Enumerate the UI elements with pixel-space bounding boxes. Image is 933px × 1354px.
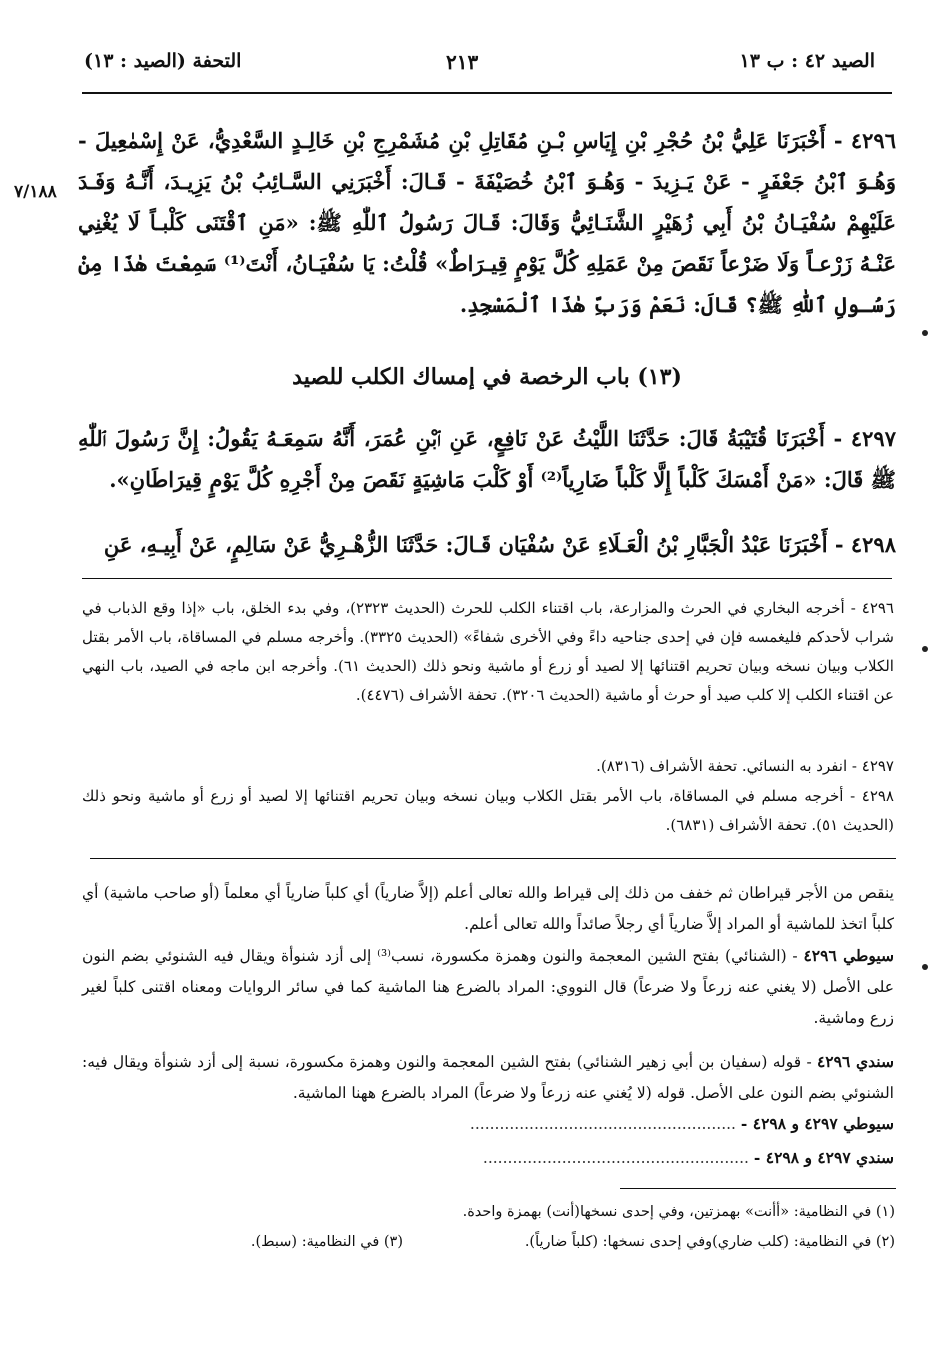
hadith-number: ٤٢٩٨ <box>850 532 896 557</box>
hadith-4297 <box>78 418 896 500</box>
commentary-label: سيوطي ٤٢٩٦ <box>803 946 894 965</box>
commentary-text: - (الشنائي) بفتح الشين المعجمة والنون وهمزة مكسورة، نسب⁽³⁾ إلى أزد شنوأة ويقال فيه الشنوئي بضم النون على الأصل (لا يغني عنه زرعاً ولا ضرعاً) قال النووي: المراد بالضرع هنا الماشية كما في سائر الروايات ومعناه اقتنى كلباً لغير زرع وماشية. <box>82 947 894 1027</box>
takhrij-note-4296: ٤٢٩٦ - أخرجه البخاري في الحرث والمزارعة، باب اقتناء الكلب للحرث (الحديث ٢٣٢٣)، وفي بدء الخلق، باب «إذا وقع الذباب في شراب لأحدكم فليغمسه فإن في إحدى جناحيه داءً وفي الأخرى شفاءً» (الحديث ٣٣٢٥). وأخرجه مسلم في المساقاة، باب الأمر بقتل الكلاب وبيان نسخه وبيان تحريم اقتنائها إلا لصيد أو زرع أو ماشية ونحو ذلك (الحديث ٦١). وأخرجه ابن ماجه في الصيد، باب النهي عن اقتناء الكلب إلا كلب صيد أو حرث أو ماشية (الحديث ٣٢٠٦). تحفة الأشراف (٤٤٧٦). <box>82 599 894 704</box>
commentary-label: سندي ٤٢٩٦ <box>816 1052 894 1071</box>
hadith-text: - أَخْبَرَنَا قُتَيْبَةُ قَالَ: حَدَّثَنَا اللَّيْثُ عَنْ نَافِعٍ، عَنِ ٱبْنِ عُمَرَ، أَنَّهُ سَمِعَـهُ يَقُولُ: إِنَّ رَسُولَ ٱللّٰهِ ﷺ قَالَ: «مَنْ أَمْسَكَ كَلْباً إِلَّا كَلْباً ضَارِياً⁽²⁾ أَوْ كَلْبَ مَاشِيَةٍ نَقَصَ مِنْ أَجْرِهِ كُلَّ يَوْمٍ قِيرَاطَانِ». <box>78 426 896 492</box>
margin-bullet-icon <box>922 964 928 970</box>
hadith-number: ٤٢٩٧ <box>850 426 896 451</box>
hadith-number: ٤٢٩٦ <box>850 128 896 153</box>
footnote-1: (١) في النظامية: «أأنت» بهمزتين، وفي إحدى نسخها(أنت) بهمزة واحدة. <box>462 1204 895 1220</box>
commentary-label: سندي ٤٢٩٧ و ٤٢٩٨ - <box>753 1148 894 1167</box>
commentary-text: - قوله (سفيان بن أبي زهير الشنائي) بفتح الشين المعجمة والنون وهمزة مكسورة، نسبة إلى أزد شنوأة ويقال فيه: الشنوئي بضم النون على الأصل. قوله (لا يُغني عنه زرعاً ولا ضرعاً) المراد بالضرع ههنا الماشية. <box>82 1053 894 1102</box>
margin-bullet-icon <box>922 646 928 652</box>
takhrij-note-4297: ٤٢٩٧ - انفرد به النسائي. تحفة الأشراف (٨٣١٦). <box>596 757 894 775</box>
hadith-text: - أَخْبَرَنَا عَلِيُّ بْنُ حُجْرِ بْنِ إِيَاسِ بْـنِ مُقَاتِلِ بْنِ مُشَمْرِجِ بْنِ خَالِـدٍ السَّعْدِيُّ، عَنْ إِسْمٰعِيلَ - وَهُـوَ ٱبْنُ جَعْفَرٍ - عَنْ يَـزِيدَ - وَهُـوَ ٱبْنُ خُصَيْفَةَ - قَـالَ: أَخْبَرَنِي السَّـائِبُ بْنُ يَزِيـدَ، أَنَّـهُ وَفَـدَ عَلَيْهِمْ سُفْيَـانُ بْنُ أَبِي زُهَيْرٍ الشَّنَـائِيُّ وَقَالَ: قَـالَ رَسُولُ ٱللّٰهِ ﷺ: «مَنِ ٱقْتَنَى كَلْبـاً لَا يُغْنِي عَنْـهُ زَرْعـاً وَلَا ضَرْعاً نَقَصَ مِنْ عَمَلِهِ كُلَّ يَوْمٍ قِيـرَاطٌ» قُلْتُ: يَا سُفْيَـانُ، أَنْتَ⁽¹⁾ سَمِعْتَ هٰذَا مِنْ رَسُـولِ ٱللّٰهِ ﷺ؟ قَالَ: نَعَمْ وَرَبِّ هٰذَا ٱلْمَسْجِدِ. <box>78 128 896 317</box>
sindi-commentary-4297 <box>82 1142 894 1174</box>
running-header-right: الصيد ٤٢ : ب ١٣ <box>739 50 875 72</box>
dot-leader: ...................................................... <box>482 1149 749 1167</box>
dot-leader: ...................................................... <box>469 1115 736 1133</box>
margin-reference: ٧/١٨٨ <box>14 182 57 202</box>
commentary-label: سيوطي ٤٢٩٧ و ٤٢٩٨ - <box>740 1114 894 1133</box>
hadith-4298 <box>78 524 896 565</box>
footnote-3: (٣) في النظامية: (سبط). <box>250 1234 403 1250</box>
commentary-divider <box>90 858 896 859</box>
notes-divider <box>82 578 892 579</box>
hadith-4296 <box>78 120 896 325</box>
suyuti-commentary-4296 <box>82 940 894 1034</box>
header-divider <box>82 92 892 94</box>
suyuti-commentary-4297 <box>82 1108 894 1140</box>
margin-bullet-icon <box>922 330 928 336</box>
footnote-2: (٢) في النظامية: (كلب ضاري)وفي إحدى نسخها: (كلباً ضارياً). <box>524 1234 895 1250</box>
chapter-title: (١٣) باب الرخصة في إمساك الكلب للصيد <box>292 364 682 390</box>
sindi-commentary-4296 <box>82 1046 894 1109</box>
hadith-text: - أَخْبَرَنَا عَبْدُ الْجَبَّارِ بْنُ الْعَـلَاءِ عَنْ سُفْيَان قَـالَ: حَدَّثَنَا الزُّهْـرِيُّ عَنْ سَالِمٍ، عَنْ أَبِيـهِ، عَنِ <box>103 532 844 557</box>
running-header-left: التحفة (الصيد : ١٣) <box>84 50 242 72</box>
commentary-intro: ينقص من الأجر قيراطان ثم خفف من ذلك إلى قيراط والله تعالى أعلم (إلاَّ ضارياً) أي كلباً ضارياً أي معلماً (أو صاحب ماشية) أي كلباً اتخذ للماشية أو المراد إلاَّ ضارياً أي رجلاً صائداً والله تعالى أعلم. <box>82 884 894 933</box>
takhrij-note-4298: ٤٢٩٨ - أخرجه مسلم في المساقاة، باب الأمر بقتل الكلاب وبيان نسخه وبيان تحريم اقتنائها إلا لصيد أو زرع أو ماشية ونحو ذلك (الحديث ٥١). تحفة الأشراف (٦٨٣١). <box>82 787 894 834</box>
page-number: ٢١٣ <box>446 50 479 74</box>
footnote-divider <box>620 1188 896 1189</box>
